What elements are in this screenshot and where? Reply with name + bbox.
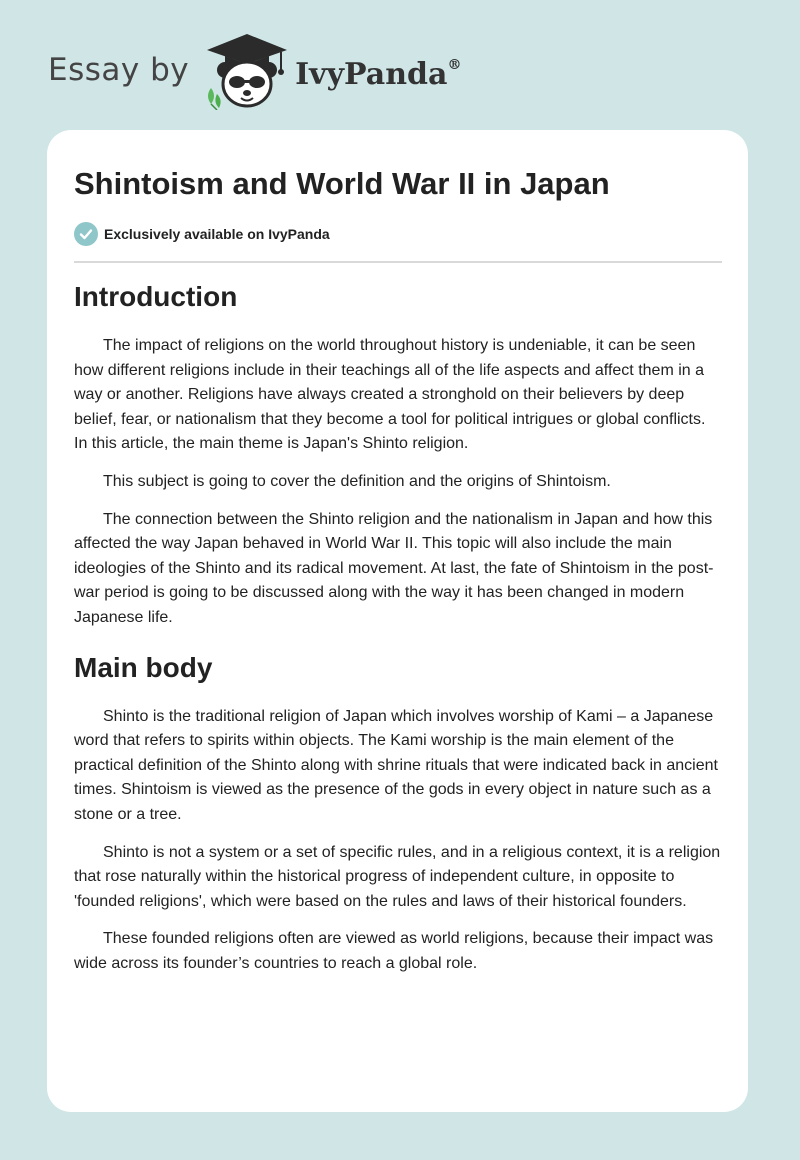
brand-header [48,30,461,110]
brand-name-text: IvyPanda [295,56,448,92]
exclusive-badge [74,222,330,246]
essay-content [74,280,722,989]
paragraph: The connection between the Shinto religion and the nationalism in Japan and how this affected the way Japan behaved in World War II. This topic will also include the main ideologies of the Shinto and its radical movement. At last, the fate of Shintoism in the post-war period is going to be discussed along with the way it has been changed in modern Japanese life. [74,510,714,626]
paragraph: Shinto is not a system or a set of specific rules, and in a religious context, it is a religion that rose naturally within the historical progress of independent culture, in opposite to 'founded religions', which were based on the rules and laws of their historical founders. [74,843,721,910]
panda-graduate-logo-icon[interactable] [203,30,291,110]
paragraph: The impact of religions on the world throughout history is undeniable, it can be seen how different religions include in their teachings all of the life aspects and affect them in a way or another. Religions have always created a stronghold on their believers by deep belief, fear, or nationalism that they become a tool for political intrigues or global conflicts. In this article, the main theme is Japan's Shinto religion. [74,337,706,453]
paragraph: These founded religions often are viewed as world religions, because their impact was wide across its founder’s countries to reach a global role. [74,930,714,972]
brand-prefix: Essay by [48,52,190,88]
essay-title: Shintoism and World War II in Japan [74,166,610,201]
essay-card [47,130,748,1112]
registered-mark: ® [447,56,462,73]
section-introduction [74,280,722,631]
exclusive-badge-text: Exclusively available on IvyPanda [104,226,330,242]
brand-name [295,57,461,92]
title-divider [74,261,722,263]
paragraph: This subject is going to cover the definition and the origins of Shintoism. [103,472,611,490]
check-circle-icon [74,222,98,246]
section-main-body [74,651,722,977]
paragraph: Shinto is the traditional religion of Japan which involves worship of Kami – a Japanese word that refers to spirits within objects. The Kami worship is the main element of the practical definition of the Shinto along with shrine rituals that were indicated back in ancient times. Shintoism is viewed as the presence of the gods in every object in nature such as a stone or a tree. [74,707,718,823]
section-heading: Introduction [74,281,238,312]
section-heading: Main body [74,651,213,683]
